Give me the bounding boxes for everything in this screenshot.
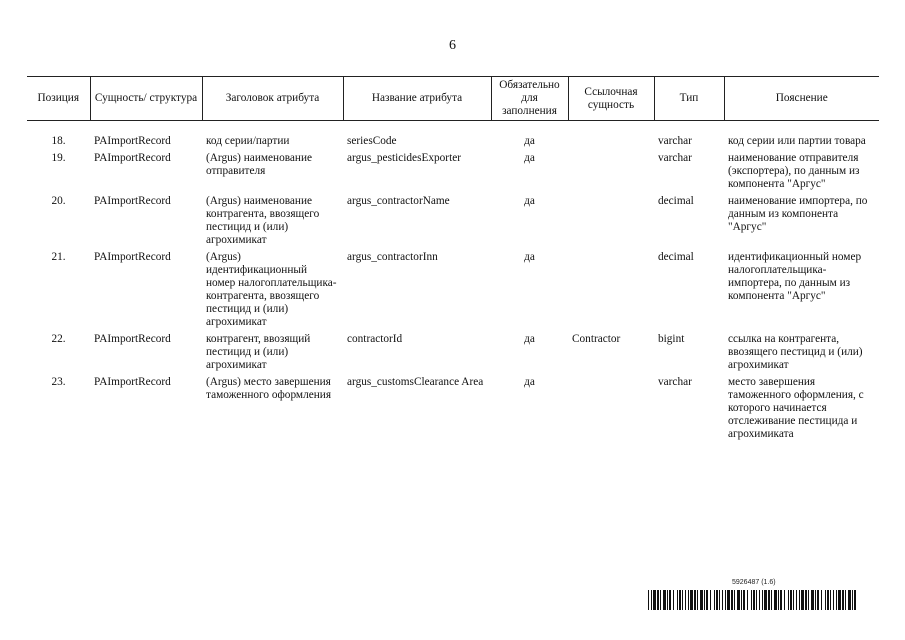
cell-heading: (Argus) наименование отправителя [206,152,313,177]
cell-entity: PAImportRecord [94,195,171,207]
cell-explanation: наименование импортера, по данным из компонента "Аргус" [728,195,868,233]
header-position: Позиция [27,77,90,121]
cell-name: contractorId [347,333,403,345]
cell-type: bigint [658,333,685,345]
table-row [27,333,879,376]
header-required: Обязательно для заполнения [491,77,568,121]
cell-type: decimal [658,251,694,263]
cell-heading: код серии/партии [206,135,290,147]
cell-entity: PAImportRecord [94,135,171,147]
cell-required: да [524,152,535,164]
barcode-label: 5926487 (1.6) [732,579,776,586]
table-spacer [27,121,879,136]
table-row [27,251,879,333]
cell-position: 23. [51,376,66,388]
cell-explanation: наименование отправителя (экспортера), по данным из компонента "Аргус" [728,152,860,190]
header-entity: Сущность/ структура [90,77,202,121]
cell-type: varchar [658,376,692,388]
cell-entity: PAImportRecord [94,152,171,164]
cell-required: да [524,135,535,147]
cell-position: 20. [51,195,66,207]
cell-heading: контрагент, ввозящий пестицид и (или) агрохимикат [206,333,311,371]
cell-entity: PAImportRecord [94,251,171,263]
barcode [648,590,857,610]
cell-name: seriesCode [347,135,397,147]
table-row [27,195,879,251]
cell-required: да [524,376,535,388]
header-ref-entity: Ссылочная сущность [568,77,654,121]
cell-ref [568,376,654,445]
header-attr-heading: Заголовок атрибута [202,77,343,121]
cell-name: argus_pesticidesExporter [347,152,461,164]
cell-heading: (Argus) идентификационный номер налогоплательщика-контрагента, ввозящего пестицид и (или) агрохимикат [206,251,337,328]
cell-required: да [524,195,535,207]
table-row [27,135,879,152]
table-row [27,152,879,195]
cell-position: 18. [51,135,66,147]
attribute-table [27,76,879,445]
cell-type: varchar [658,152,692,164]
cell-type: varchar [658,135,692,147]
cell-entity: PAImportRecord [94,376,171,388]
header-attr-name: Название атрибута [343,77,491,121]
cell-explanation: код серии или партии товара [728,135,866,147]
cell-explanation: ссылка на контрагента, ввозящего пестицид и (или) агрохимикат [728,333,863,371]
header-type: Тип [654,77,724,121]
cell-required: да [524,333,535,345]
cell-type: decimal [658,195,694,207]
cell-position: 19. [51,152,66,164]
cell-ref [568,195,654,251]
cell-explanation: идентификационный номер налогоплательщика-импортера, по данным из компонента "Аргус" [728,251,862,302]
cell-ref [568,251,654,333]
table-header-row [27,77,879,121]
cell-position: 22. [51,333,66,345]
cell-required: да [524,251,535,263]
page-number: 6 [449,38,456,53]
cell-heading: (Argus) место завершения таможенного оформления [206,376,332,401]
cell-heading: (Argus) наименование контрагента, ввозящего пестицид и (или) агрохимикат [206,195,320,246]
table-row [27,376,879,445]
cell-ref: Contractor [572,333,621,345]
header-explanation: Пояснение [724,77,879,121]
cell-name: argus_contractorName [347,195,450,207]
cell-name: argus_contractorInn [347,251,438,263]
cell-explanation: место завершения таможенного оформления, с которого начинается отслеживание пестицида и агрохимиката [728,376,864,440]
cell-ref [568,152,654,195]
cell-name: argus_customsClearance Area [347,376,484,388]
cell-position: 21. [51,251,66,263]
cell-entity: PAImportRecord [94,333,171,345]
cell-ref [568,135,654,152]
